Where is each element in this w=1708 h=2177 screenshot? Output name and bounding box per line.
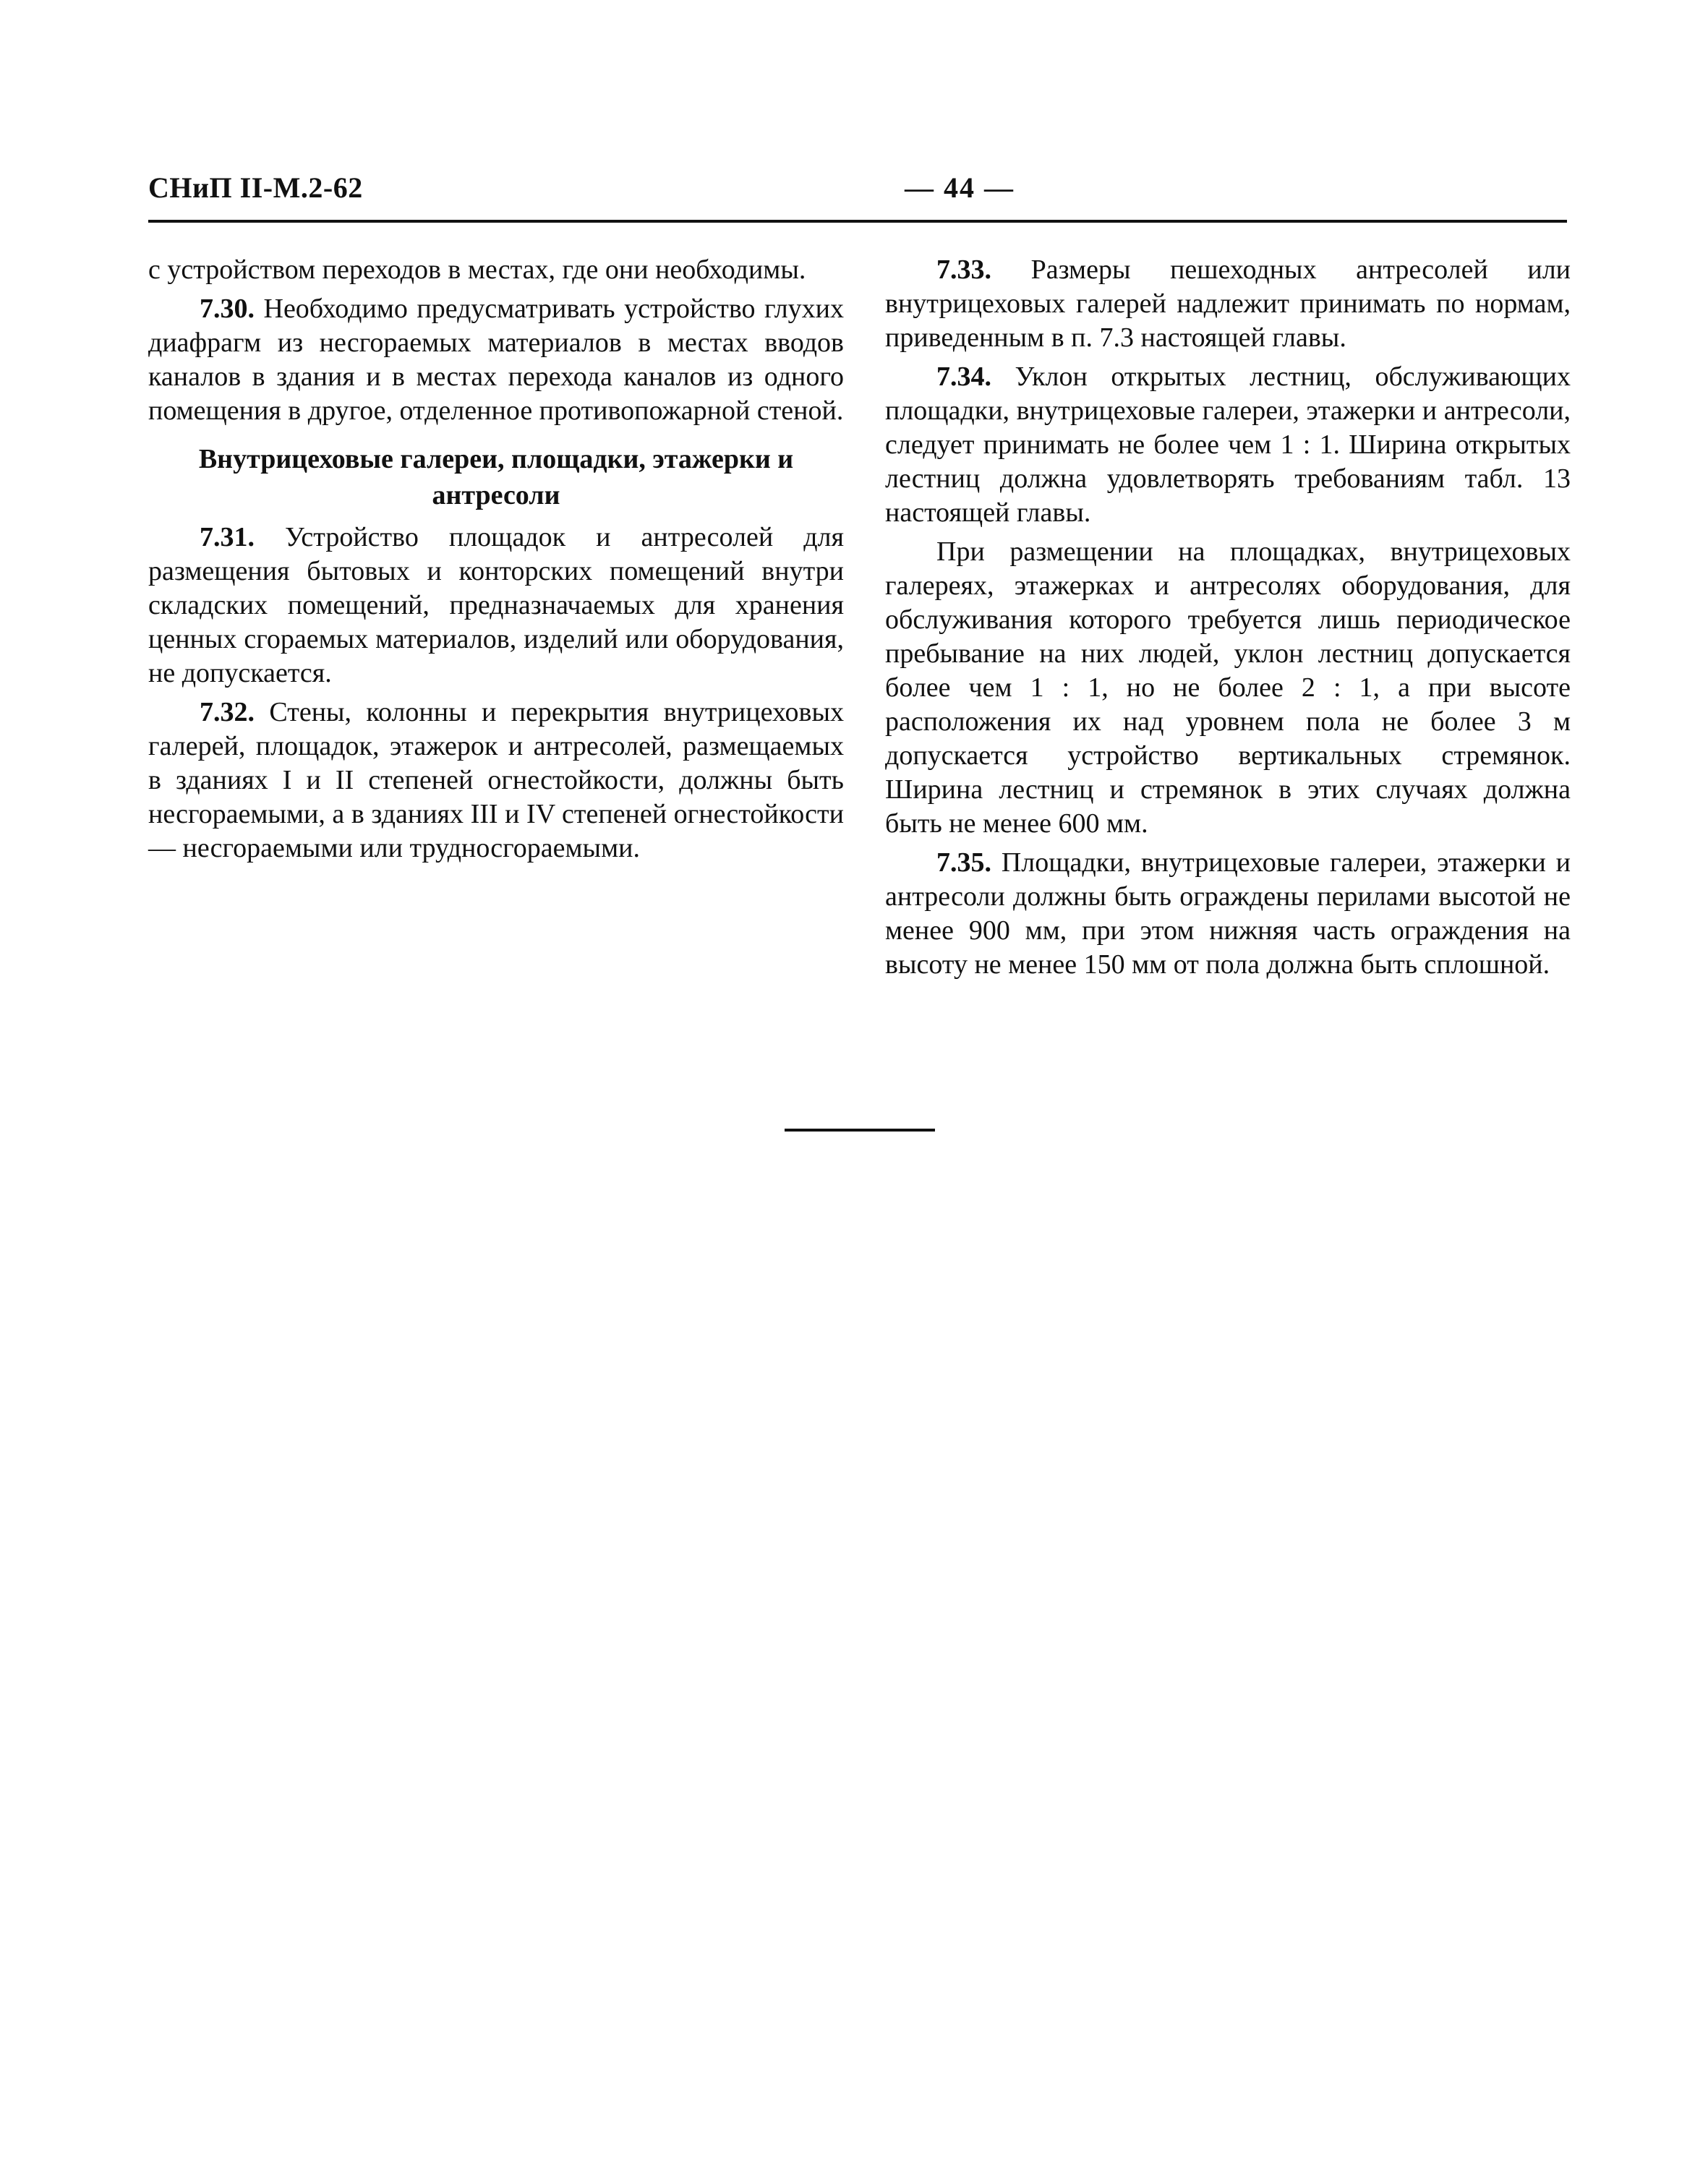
clause-7-33 <box>885 253 1571 355</box>
clause-7-32-number: 7.32. <box>200 697 255 727</box>
clause-7-32 <box>148 696 844 865</box>
clause-7-34-continuation-text: При размещении на площадках, внутрицеховых галереях, этажерках и антресолях оборудования, для обслуживания которого требуется лишь периодическое пребывание на них людей, уклон лестниц допускается более чем 1 : 1, но не более 2 : 1, а при высоте расположения их над уровнем пола не более 3 м допускается устройство вертикальных стремянок. Ширина лестниц и стремянок в этих случаях должна быть не менее 600 мм. <box>885 536 1571 839</box>
clause-7-30-text: Необходимо предусматривать устройство глухих диафрагм из несгораемых материалов в местах вводов каналов в здания и в местах перехода каналов из одного помещения в другое, отделенное противопожарной стеной. <box>148 294 844 426</box>
clause-7-35-text: Площадки, внутрицеховые галереи, этажерки и антресоли должны быть ограждены перилами высотой не менее 900 мм, при этом нижняя часть ограждения на высоту не менее 150 мм от пола должна быть сплошной. <box>885 847 1571 980</box>
clause-7-34-number: 7.34. <box>936 362 991 392</box>
clause-7-31 <box>148 521 844 690</box>
clause-7-33-text: Размеры пешеходных антресолей или внутрицеховых галерей надлежит принимать по нормам, приведенным в п. 7.3 настоящей главы. <box>885 255 1571 353</box>
clause-7-30 <box>148 292 844 428</box>
document-code: СНиП II-М.2-62 <box>148 171 363 204</box>
end-of-section-rule <box>785 1129 935 1132</box>
clause-7-33-number: 7.33. <box>936 255 991 285</box>
clause-7-34-text: Уклон открытых лестниц, обслуживающих площадки, внутрицеховые галереи, этажерки и антресоли, следует принимать не более чем 1 : 1. Ширина открытых лестниц должна удовлетворять требованиям табл. 13 настоящей главы. <box>885 362 1571 528</box>
clause-7-35 <box>885 846 1571 982</box>
continuation-paragraph <box>148 253 844 287</box>
right-column <box>885 253 1571 987</box>
header-rule <box>148 220 1567 223</box>
clause-7-31-text: Устройство площадок и антресолей для размещения бытовых и конторских помещений внутри складских помещений, предназначаемых для хранения ценных сгораемых материалов, изделий или оборудования, не допускается. <box>148 522 844 688</box>
clause-7-31-number: 7.31. <box>200 522 255 552</box>
clause-7-30-number: 7.30. <box>200 294 255 324</box>
page-header <box>148 171 1567 215</box>
section-heading: Внутрицеховые галереи, площадки, этажерки и антресоли <box>198 444 794 510</box>
clause-7-35-number: 7.35. <box>936 847 991 878</box>
continuation-text: с устройством переходов в местах, где они необходимы. <box>148 255 806 285</box>
left-column <box>148 253 844 871</box>
page-number: — 44 — <box>905 171 1015 204</box>
clause-7-34 <box>885 360 1571 530</box>
clause-7-34-continuation <box>885 535 1571 841</box>
clause-7-32-text: Стены, колонны и перекрытия внутрицеховых галерей, площадок, этажерок и антресолей, размещаемых в зданиях I и II степеней огнестойкости, должны быть несгораемыми, а в зданиях III и IV степеней огнестойкости — несгораемыми или трудносгораемыми. <box>148 697 844 863</box>
